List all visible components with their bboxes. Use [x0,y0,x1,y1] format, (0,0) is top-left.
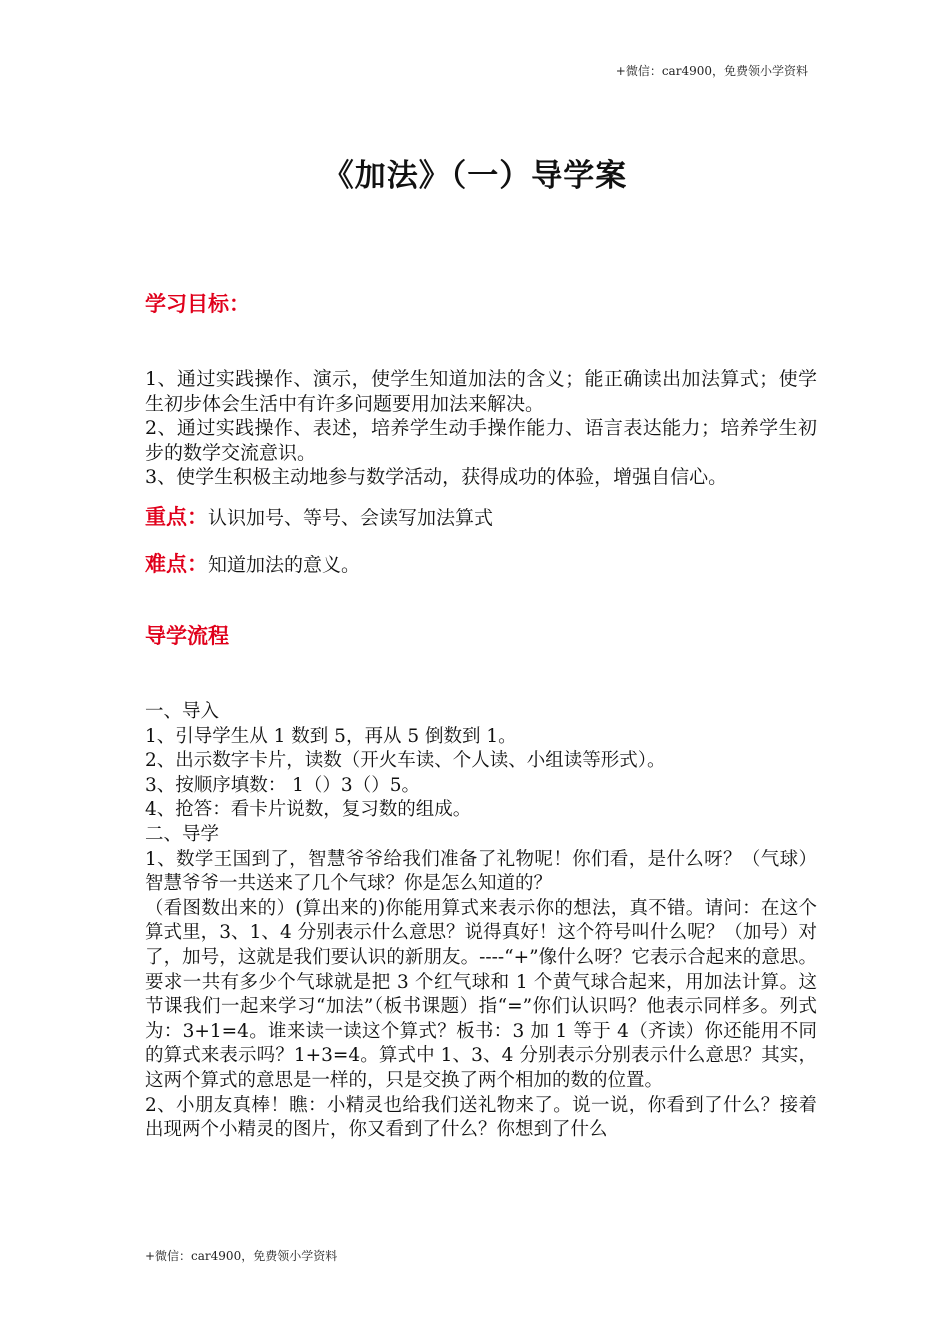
flow-line: 4、抢答：看卡片说数，复习数的组成。 [145,799,472,821]
footer-note: +微信：car4900，免费领小学资料 [145,1249,338,1263]
key-point-text: 认识加号、等号、会读写加法算式 [208,507,494,529]
flow-paragraph: 1、数学王国到了，智慧爷爷给我们准备了礼物呢！你们看，是什么呀？（气球）智慧爷爷一共送来了几个气球？你是怎么知道的？ [145,848,817,895]
difficult-point-label: 难点： [145,552,208,576]
difficult-point [145,550,817,579]
header-note: +微信：car4900，免费领小学资料 [615,64,808,78]
key-point-label: 重点： [145,505,208,529]
flow-paragraph: （看图数出来的）(算出来的)你能用算式来表示你的想法，真不错。请问：在这个算式里，3、1、4 分别表示什么意思？说得真好！这个符号叫什么呢？（加号）对了，加号，这就是我们要认识的新朋友。----“+”像什么呀？它表示合起来的意思。要求一共有多少个气球就是把 3 个红气球和 1 个黄气球合起来，用加法计算。这节课我们一起来学习“加法”（板书课题）指“=”你们认识吗？他表示同样多。列式为：3+1=4。谁来读一读这个算式？板书：3 加 1 等于 4（齐读）你还能用不同的算式来表示吗？1+3=4。算式中 1、3、4 分别表示分别表示什么意思？其实，这两个算式的意思是一样的，只是交换了两个相加的数的位置。 [145,897,817,1091]
flow-body [145,700,817,1143]
flow-line: 二、导学 [145,823,220,845]
flow-heading: 导学流程 [145,624,229,648]
page-title: 《加法》（一）导学案 [322,158,628,194]
flow-paragraph: 2、小朋友真棒！瞧：小精灵也给我们送礼物来了。说一说，你看到了什么？接着出现两个小精灵的图片，你又看到了什么？你想到了什么 [145,1094,817,1141]
flow-line: 一、导入 [145,701,220,722]
flow-line: 2、出示数字卡片，读数（开火车读、个人读、小组读等形式）。 [145,750,666,772]
goal-item: 3、使学生积极主动地参与数学活动，获得成功的体验，增强自信心。 [145,466,728,488]
flow-line: 3、按顺序填数： 1（）3（）5。 [145,774,420,796]
goal-item: 1、通过实践操作、演示，使学生知道加法的含义；能正确读出加法算式；使学生初步体会生活中有许多问题要用加法来解决。 [145,368,817,415]
flow-line: 1、引导学生从 1 数到 5，再从 5 倒数到 1。 [145,725,517,747]
key-point [145,503,817,532]
difficult-point-text: 知道加法的意义。 [208,554,361,576]
goals-list [145,367,817,490]
goals-heading: 学习目标： [145,292,250,316]
goal-item: 2、通过实践操作、表述，培养学生动手操作能力、语言表达能力；培养学生初步的数学交流意识。 [145,417,817,464]
